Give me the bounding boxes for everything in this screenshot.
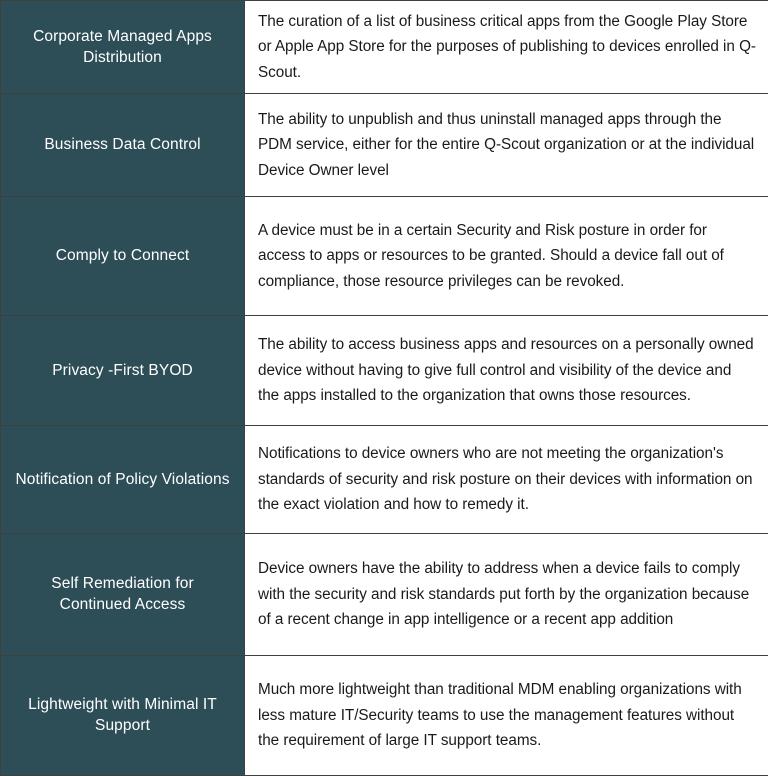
feature-description-cell: The ability to access business apps and resources on a personally owned device without having to give full control and visibility of the device and the apps installed to the organization that owns those resources. [245,315,768,425]
feature-name-cell: Privacy -First BYOD [1,315,245,425]
feature-description-cell: The ability to unpublish and thus uninstall managed apps through the PDM service, either for the entire Q-Scout organization or at the individual Device Owner level [245,93,768,196]
table-row [1,655,768,775]
feature-name-cell: Comply to Connect [1,196,245,315]
feature-description-cell: The curation of a list of business critical apps from the Google Play Store or Apple App Store for the purposes of publishing to devices enrolled in Q-Scout. [245,1,768,94]
feature-name-cell: Corporate Managed Apps Distribution [1,1,245,94]
table-row [1,93,768,196]
feature-name-cell: Lightweight with Minimal IT Support [1,655,245,775]
table-row [1,425,768,533]
feature-name-cell: Notification of Policy Violations [1,425,245,533]
table-row [1,533,768,655]
table-row [1,315,768,425]
feature-description-cell: Much more lightweight than traditional MDM enabling organizations with less mature IT/Security teams to use the management features without the requirement of large IT support teams. [245,655,768,775]
feature-table-body [1,1,768,776]
feature-name-cell: Self Remediation for Continued Access [1,533,245,655]
table-row [1,1,768,94]
feature-name-cell: Business Data Control [1,93,245,196]
feature-description-cell: Notifications to device owners who are not meeting the organization's standards of security and risk posture on their devices with information on the exact violation and how to remedy it. [245,425,768,533]
feature-description-cell: A device must be in a certain Security and Risk posture in order for access to apps or resources to be granted. Should a device fall out of compliance, those resource privileges can be revoked. [245,196,768,315]
feature-description-cell: Device owners have the ability to address when a device fails to comply with the security and risk standards put forth by the organization because of a recent change in app intelligence or a recent app addition [245,533,768,655]
table-row [1,196,768,315]
